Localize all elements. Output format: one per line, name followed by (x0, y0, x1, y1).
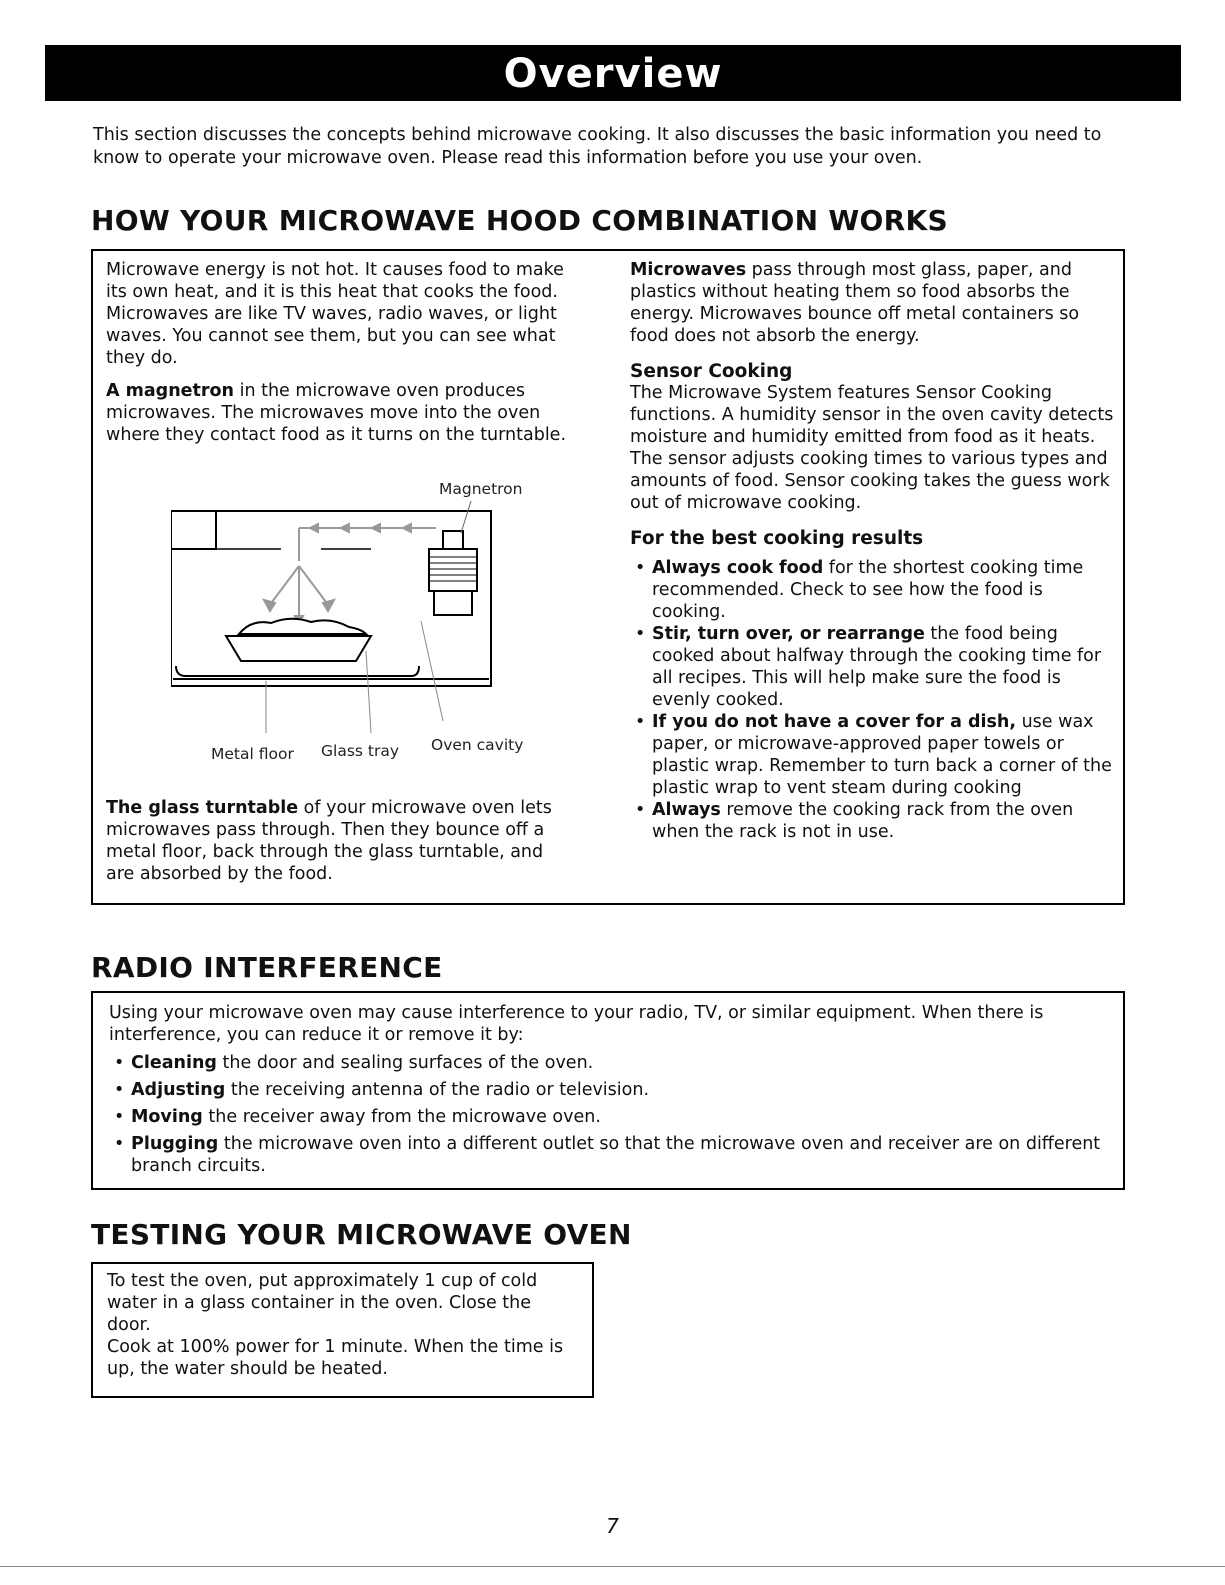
list-item (109, 1052, 1107, 1074)
best-results-heading: For the best cooking results (630, 528, 924, 549)
page-title-banner (45, 45, 1181, 101)
label-magnetron: Magnetron (439, 480, 523, 498)
food-dish (226, 619, 371, 661)
list-item-text: the receiving antenna of the radio or television. (225, 1080, 650, 1100)
list-item-text: the microwave oven into a different outlet so that the microwave oven and receiver are on different branch circuits. (131, 1134, 1101, 1176)
glass-turntable-paragraph (106, 797, 576, 885)
glass-tray-leader (366, 651, 371, 733)
best-results-list (630, 557, 1120, 843)
page-number: 7 (606, 1514, 619, 1538)
list-item (630, 623, 1120, 711)
list-item-term: Adjusting (131, 1080, 226, 1100)
label-oven-cavity: Oven cavity (431, 736, 524, 754)
sensor-cooking-paragraph: The Microwave System features Sensor Cooking functions. A humidity sensor in the oven cavity detects moisture and humidity emitted from food as it heats. The sensor adjusts cooking times to various types and amounts of food. Sensor cooking takes the guess work out of microwave cooking. (630, 383, 1114, 513)
list-item-term: If you do not have a cover for a dish, (652, 712, 1017, 732)
list-item-text: use wax paper, or microwave-approved paper towels or plastic wrap. Remember to turn back a corner of the plastic wrap to vent steam during cooking (652, 712, 1112, 798)
list-item-text: for the shortest cooking time recommended. Check to see how the food is cooking. (652, 558, 1084, 622)
microwaves-paragraph (630, 259, 1120, 347)
list-item-term: Cleaning (131, 1053, 217, 1073)
oven-corner-detail (171, 511, 216, 549)
list-item-term: Stir, turn over, or rearrange (652, 624, 925, 644)
list-item (109, 1133, 1107, 1177)
list-item (630, 711, 1120, 799)
microwaves-text: pass through most glass, paper, and plastics without heating them so food absorbs the energy. Microwaves bounce off metal containers so food does not absorb the energy. (630, 260, 1080, 346)
testing-paragraph-1: To test the oven, put approximately 1 cup of cold water in a glass container in the oven. Close the door. (107, 1271, 538, 1335)
how-it-works-left-column (106, 259, 576, 446)
list-item (630, 799, 1120, 843)
microwave-arrows (264, 524, 436, 624)
microwave-diagram (171, 471, 571, 761)
list-item-text: the food being cooked about halfway through the cooking time for all recipes. This will help make sure the food is evenly cooked. (652, 624, 1102, 710)
label-glass-tray: Glass tray (321, 742, 400, 760)
list-item-text: the receiver away from the microwave oven. (202, 1107, 601, 1127)
list-item (109, 1106, 1107, 1128)
list-item-term: Plugging (131, 1134, 219, 1154)
list-item-term: Moving (131, 1107, 203, 1127)
magnetron-leader-line (461, 501, 471, 533)
how-it-works-right-column (630, 259, 1120, 843)
magnetron-paragraph (106, 380, 576, 446)
microwave-energy-paragraph: Microwave energy is not hot. It causes food to make its own heat, and it is this heat that cooks the food. Microwaves are like TV waves, radio waves, or light waves. You cannot see them, but you can see what they do. (106, 260, 564, 368)
testing-paragraph-2: Cook at 100% power for 1 minute. When the time is up, the water should be heated. (107, 1337, 564, 1379)
magnetron-text: in the microwave oven produces microwaves. The microwaves move into the oven where they contact food as it turns on the turntable. (106, 381, 567, 445)
radio-interference-box (91, 991, 1125, 1190)
sensor-cooking-heading: Sensor Cooking (630, 361, 793, 382)
glass-turntable-term: The glass turntable (106, 798, 299, 818)
bottom-rule (0, 1566, 1225, 1567)
magnetron-term: A magnetron (106, 381, 235, 401)
list-item-term: Always (652, 800, 721, 820)
oven-illustration (171, 471, 571, 761)
radio-intro-paragraph: Using your microwave oven may cause interference to your radio, TV, or similar equipment. When there is interference, you can reduce it or remove it by: (109, 1003, 1044, 1045)
oven-cavity-leader (421, 621, 443, 721)
testing-box (91, 1262, 594, 1398)
section-heading-how-it-works: HOW YOUR MICROWAVE HOOD COMBINATION WORKS (91, 204, 948, 237)
how-it-works-box (91, 249, 1125, 905)
list-item (109, 1079, 1107, 1101)
section-heading-testing: TESTING YOUR MICROWAVE OVEN (91, 1218, 632, 1251)
list-item (630, 557, 1120, 623)
microwaves-term: Microwaves (630, 260, 747, 280)
page-title: Overview (503, 51, 723, 97)
radio-remedies-list (109, 1052, 1107, 1177)
magnetron-unit (429, 531, 477, 615)
glass-tray-shape (176, 666, 419, 676)
list-item-text: remove the cooking rack from the oven when the rack is not in use. (652, 800, 1074, 842)
label-metal-floor: Metal floor (211, 745, 294, 763)
list-item-text: the door and sealing surfaces of the oven. (216, 1053, 594, 1073)
section-heading-radio-interference: RADIO INTERFERENCE (91, 951, 443, 984)
glass-turntable-text: of your microwave oven lets microwaves pass through. Then they bounce off a metal floor, back through the glass turntable, and are absorbed by the food. (106, 798, 552, 884)
list-item-term: Always cook food (652, 558, 824, 578)
intro-paragraph: This section discusses the concepts behind microwave cooking. It also discusses the basic information you need to know to operate your microwave oven. Please read this information before you use your oven. (93, 125, 1102, 168)
